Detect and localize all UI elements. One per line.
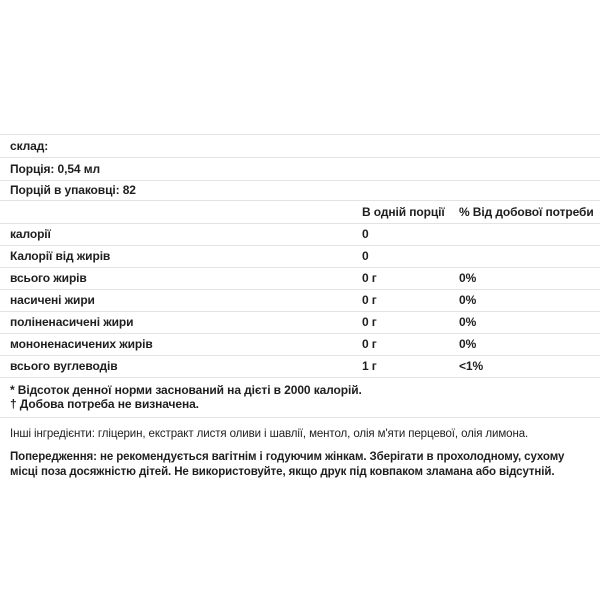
other-ingredients-text: Інші інгредієнти: гліцерин, екстракт листя оливи і шавлії, ментол, олія м'яти перцевої, олія лимона. bbox=[10, 427, 529, 440]
table-row bbox=[0, 333, 600, 355]
header-percent-daily-value: % Від добової потреби bbox=[459, 201, 600, 223]
serving-info-section bbox=[0, 134, 600, 201]
header-amount-per-serving: В одній порції bbox=[362, 201, 459, 223]
nutrient-dv: 0% bbox=[459, 267, 600, 289]
composition-title: склад: bbox=[0, 135, 600, 158]
nutrient-amount: 0 г bbox=[362, 333, 459, 355]
nutrient-dv: <1% bbox=[459, 355, 600, 377]
table-row bbox=[0, 245, 600, 267]
nutrient-amount: 1 г bbox=[362, 355, 459, 377]
table-row bbox=[0, 267, 600, 289]
nutrient-amount: 0 г bbox=[362, 289, 459, 311]
nutrition-table bbox=[0, 201, 600, 378]
header-blank-cell bbox=[0, 201, 362, 223]
warnings-text: Попередження: не рекомендується вагітнім і годуючим жінкам. Зберігати в прохолодному, сухому місці поза досяжністю дітей. Не використовуйте, якщо друк під ковпаком зламана або відсутній. bbox=[10, 450, 565, 478]
table-row bbox=[0, 355, 600, 377]
nutrient-amount: 0 bbox=[362, 245, 459, 267]
nutrient-amount: 0 г bbox=[362, 311, 459, 333]
serving-size: Порція: 0,54 мл bbox=[0, 158, 600, 181]
nutrient-dv bbox=[459, 223, 600, 245]
nutrient-name: всього жирів bbox=[0, 267, 362, 289]
nutrient-dv: 0% bbox=[459, 289, 600, 311]
nutrient-name: поліненасичені жири bbox=[0, 311, 362, 333]
nutrient-name: всього вуглеводів bbox=[0, 355, 362, 377]
nutrient-amount: 0 bbox=[362, 223, 459, 245]
footnote-dv-not-established: † Добова потреба не визначена. bbox=[10, 396, 199, 411]
nutrient-name: калорії bbox=[0, 223, 362, 245]
footnotes-section bbox=[0, 378, 600, 418]
table-row bbox=[0, 311, 600, 333]
nutrient-dv: 0% bbox=[459, 333, 600, 355]
supplement-facts-panel bbox=[0, 134, 600, 480]
servings-per-container: Порцій в упаковці: 82 bbox=[0, 181, 600, 201]
nutrient-dv: 0% bbox=[459, 311, 600, 333]
nutrient-dv bbox=[459, 245, 600, 267]
table-row bbox=[0, 223, 600, 245]
nutrient-name: мононенасичених жирів bbox=[0, 333, 362, 355]
nutrient-name: Калорії від жирів bbox=[0, 245, 362, 267]
nutrition-table-header-row bbox=[0, 201, 600, 223]
table-row bbox=[0, 289, 600, 311]
nutrient-name: насичені жири bbox=[0, 289, 362, 311]
nutrient-amount: 0 г bbox=[362, 267, 459, 289]
footnote-daily-value: * Відсоток денної норми заснований на дієті в 2000 калорій. bbox=[10, 382, 362, 397]
